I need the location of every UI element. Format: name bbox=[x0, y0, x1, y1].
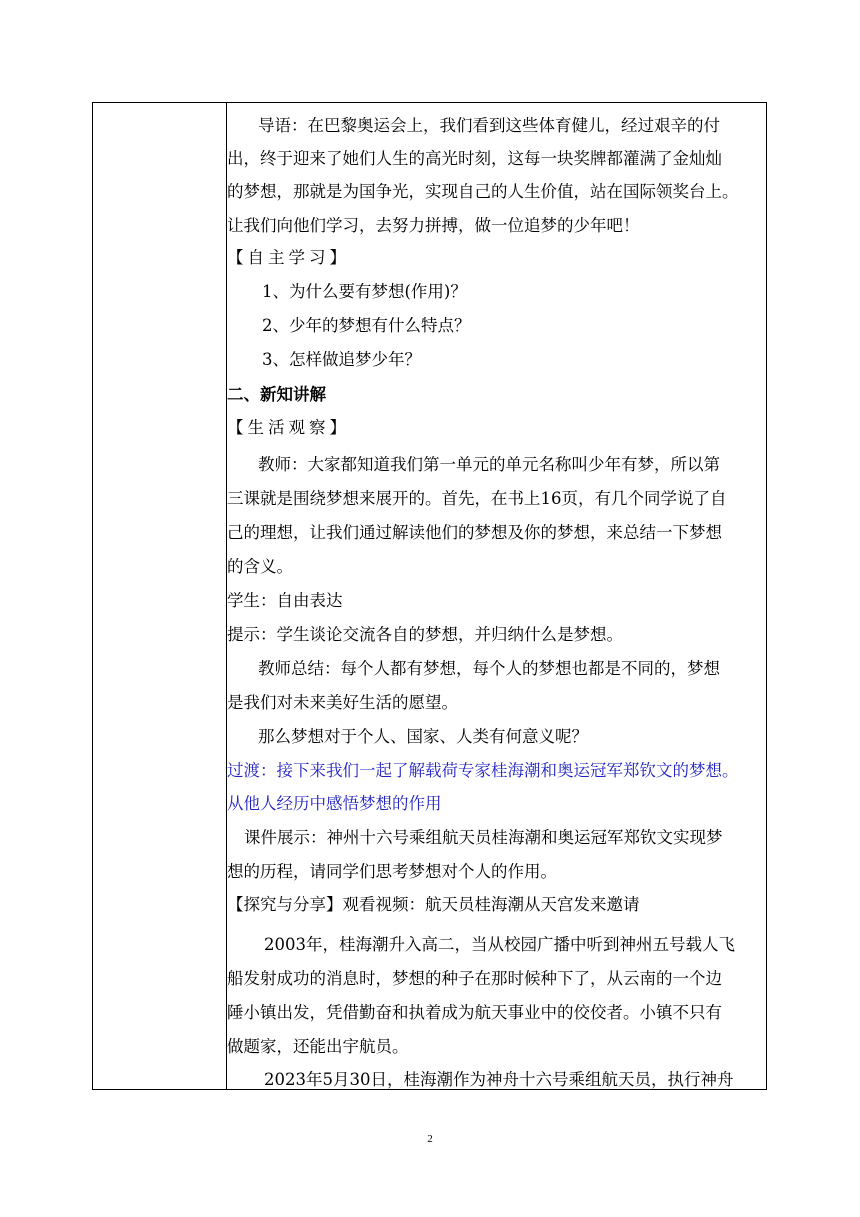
question-item: 3、怎样做追梦少年？ bbox=[262, 350, 421, 369]
transition-text: 过渡：接下来我们一起了解载荷专家桂海潮和奥运冠军郑钦文的梦想。 bbox=[227, 761, 739, 780]
text-line: 2003年，桂海潮升入高二，当从校园广播中听到神州五号载人飞 bbox=[264, 935, 735, 954]
text-line: 2023年5月30日，桂海潮作为神舟十六号乘组航天员，执行神舟 bbox=[264, 1070, 734, 1089]
text-line: 船发射成功的消息时，梦想的种子在那时候种下了，从云南的一个边 bbox=[227, 969, 722, 988]
text-line: 课件展示：神州十六号乘组航天员桂海潮和奥运冠军郑钦文实现梦 bbox=[244, 828, 723, 847]
text-line: 那么梦想对于个人、国家、人类有何意义呢？ bbox=[258, 727, 588, 746]
transition-text: 从他人经历中感悟梦想的作用 bbox=[227, 794, 442, 813]
text-line: 教师：大家都知道我们第一单元的单元名称叫少年有梦，所以第 bbox=[258, 455, 720, 474]
text-line: 想的历程，请同学们思考梦想对个人的作用。 bbox=[227, 862, 557, 881]
text-line: 教师总结：每个人都有梦想，每个人的梦想也都是不同的，梦想 bbox=[258, 659, 720, 678]
text-line: 学生：自由表达 bbox=[227, 591, 343, 610]
text-line: 的含义。 bbox=[227, 557, 293, 576]
table-content-cell bbox=[227, 103, 766, 1089]
text-line: 做题家，还能出宇航员。 bbox=[227, 1037, 409, 1056]
question-item: 1、为什么要有梦想(作用)？ bbox=[262, 282, 467, 301]
text-line: 三课就是围绕梦想来展开的。首先，在书上16页，有几个同学说了自 bbox=[227, 489, 727, 508]
text-line: 出，终于迎来了她们人生的高光时刻，这每一块奖牌都灌满了金灿灿 bbox=[227, 149, 722, 168]
question-item: 2、少年的梦想有什么特点？ bbox=[262, 316, 471, 335]
text-line: 导语：在巴黎奥运会上，我们看到这些体育健儿，经过艰辛的付 bbox=[258, 116, 720, 135]
text-line: 是我们对未来美好生活的愿望。 bbox=[227, 693, 458, 712]
section-heading: 【生活观察】 bbox=[227, 418, 350, 437]
text-line: 让我们向他们学习，去努力拼搏，做一位追梦的少年吧！ bbox=[227, 216, 640, 235]
table-left-column bbox=[93, 103, 227, 1089]
text-line: 陲小镇出发，凭借勤奋和执着成为航天事业中的佼佼者。小镇不只有 bbox=[227, 1003, 722, 1022]
section-heading: 【自主学习】 bbox=[227, 248, 350, 267]
text-line: 提示：学生谈论交流各自的梦想，并归纳什么是梦想。 bbox=[227, 625, 623, 644]
text-line: 己的理想，让我们通过解读他们的梦想及你的梦想，来总结一下梦想 bbox=[227, 523, 722, 542]
text-line: 的梦想，那就是为国争光，实现自己的人生价值，站在国际领奖台上。 bbox=[227, 182, 739, 201]
lesson-table bbox=[92, 102, 767, 1090]
section-heading: 【探究与分享】观看视频：航天员桂海潮从天宫发来邀请 bbox=[227, 895, 640, 914]
section-title: 二、新知讲解 bbox=[227, 385, 326, 404]
page-number: 2 bbox=[427, 1133, 433, 1145]
